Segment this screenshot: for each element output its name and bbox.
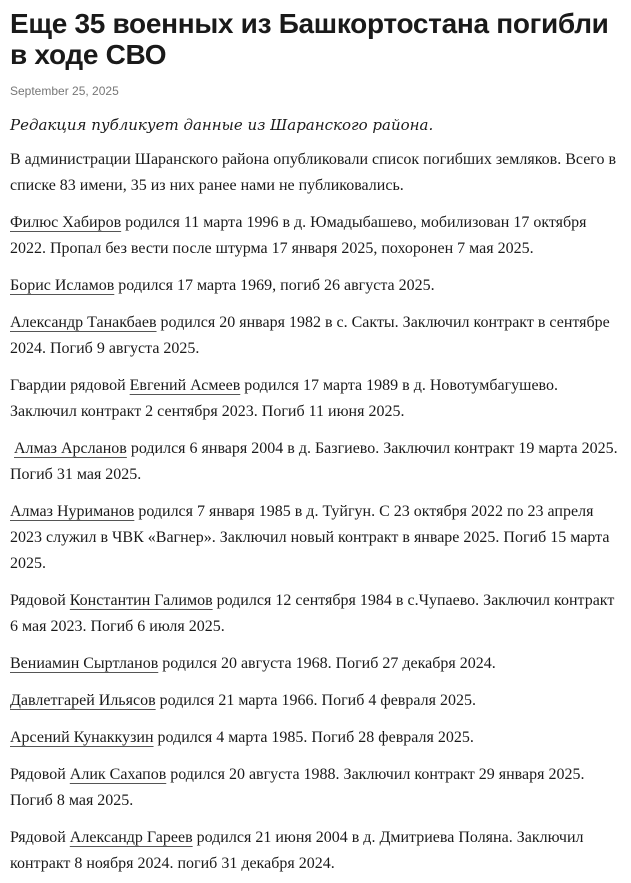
casualty-entry: [10, 436, 621, 488]
casualty-entry: [10, 310, 621, 362]
casualty-entry: [10, 725, 621, 751]
person-link[interactable]: Давлетгарей Ильясов: [10, 692, 156, 709]
casualty-entry: [10, 651, 621, 677]
entry-text: родился 12 сентября 1984 в с.Чупаево. Заключил контракт 6 мая 2023. Погиб 6 июля 2025.: [10, 592, 615, 635]
person-link[interactable]: Александр Танакбаев: [10, 314, 157, 331]
person-link[interactable]: Арсений Кунаккузин: [10, 729, 154, 746]
article-intro: В администрации Шаранского района опубликовали список погибших земляков. Всего в списке 83 имени, 35 из них ранее нами не публиковались.: [10, 151, 617, 194]
person-link[interactable]: Филюс Хабиров: [10, 214, 122, 231]
entry-text: родился 20 января 1982 в с. Сакты. Заключил контракт в сентябре 2024. Погиб 9 августа 2025.: [10, 314, 610, 357]
casualty-entry: [10, 825, 621, 877]
person-link[interactable]: Вениамин Сыртланов: [10, 655, 159, 672]
entry-prefix: Рядовой: [10, 829, 70, 846]
person-link[interactable]: Борис Исламов: [10, 277, 115, 294]
casualty-entry: [10, 688, 621, 714]
entry-prefix: Гвардии рядовой: [10, 377, 130, 394]
casualty-entry: [10, 273, 621, 299]
casualty-entry: [10, 210, 621, 262]
casualty-list: [10, 210, 621, 877]
entry-text: родился 17 марта 1969, погиб 26 августа 2025.: [114, 277, 435, 294]
casualty-entry: [10, 762, 621, 814]
article-lead: Редакция публикует данные из Шаранского района.: [10, 116, 434, 134]
entry-text: родился 4 марта 1985. Погиб 28 февраля 2025.: [153, 729, 474, 746]
person-link[interactable]: Алмаз Нуриманов: [10, 503, 135, 520]
entry-text: родился 17 марта 1989 в д. Новотумбагушево. Заключил контракт 2 сентября 2023. Погиб 11 июня 2025.: [10, 377, 558, 420]
entry-text: родился 7 января 1985 в д. Туйгун. С 23 октября 2022 по 23 апреля 2023 служил в ЧВК «Вагнер». Заключил новый контракт в январе 2025. Погиб 15 марта 2025.: [10, 503, 610, 572]
publish-date: September 25, 2025: [10, 84, 119, 98]
entry-text: родился 20 августа 1988. Заключил контракт 29 января 2025. Погиб 8 мая 2025.: [10, 766, 585, 809]
entry-text: родился 11 марта 1996 в д. Юмадыбашево, мобилизован 17 октября 2022. Пропал без вести после штурма 17 января 2025, похоронен 7 мая 2025.: [10, 214, 587, 257]
entry-prefix: Рядовой: [10, 592, 70, 609]
casualty-entry: [10, 373, 621, 425]
person-link[interactable]: Евгений Асмеев: [129, 377, 241, 394]
casualty-entry: [10, 588, 621, 640]
person-link[interactable]: Константин Галимов: [69, 592, 213, 609]
person-link[interactable]: Алик Сахапов: [69, 766, 167, 783]
entry-text: родился 21 марта 1966. Погиб 4 февраля 2025.: [155, 692, 476, 709]
article-title: Еще 35 военных из Башкортостана погибли в ходе СВО: [10, 8, 609, 70]
entry-text: родился 21 июня 2004 в д. Дмитриева Поляна. Заключил контракт 8 ноября 2024. погиб 31 декабря 2024.: [10, 829, 584, 872]
person-link[interactable]: Алмаз Арсланов: [14, 440, 127, 457]
entry-prefix: Рядовой: [10, 766, 70, 783]
entry-text: родился 20 августа 1968. Погиб 27 декабря 2024.: [158, 655, 496, 672]
entry-text: родился 6 января 2004 в д. Базгиево. Заключил контракт 19 марта 2025. Погиб 31 мая 2025.: [10, 440, 618, 483]
casualty-entry: [10, 499, 621, 577]
person-link[interactable]: Александр Гареев: [69, 829, 193, 846]
